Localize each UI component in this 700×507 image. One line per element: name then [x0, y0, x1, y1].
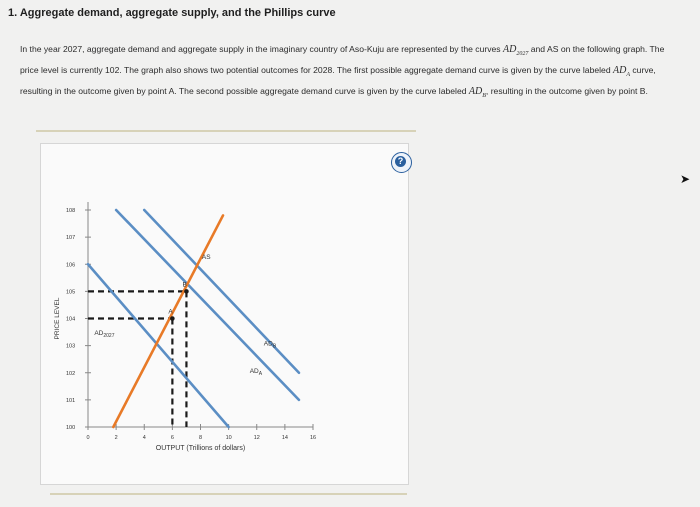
- curve-label-ad2027: $AD_{2027}$: [94, 329, 115, 339]
- y-tick-label: 100: [66, 425, 76, 431]
- y-tick-label: 106: [66, 262, 76, 269]
- y-tick-label: 101: [66, 397, 76, 404]
- bottom-divider: [50, 493, 407, 495]
- adb-term: $AD_B$: [468, 85, 486, 99]
- x-tick-label: 12: [253, 435, 260, 441]
- x-tick-label: 8: [198, 435, 203, 441]
- x-axis-label: OUTPUT (Trillions of dollars): [155, 445, 246, 452]
- curve-label-adb: $AD_B$: [263, 340, 277, 350]
- desc-part-3: curve, resulting in the outcome given by point A. The second possible aggregate demand curve is given by the curve labeled: [20, 64, 656, 96]
- curve-label-ada: $AD_A$: [249, 367, 263, 377]
- curve-label-as: AS: [201, 253, 211, 261]
- top-divider: [36, 130, 416, 132]
- mouse-cursor-icon: ➤: [680, 172, 691, 186]
- point-a: [170, 316, 175, 321]
- y-tick-label: 103: [66, 343, 76, 350]
- point-b: [184, 289, 189, 294]
- graph-panel[interactable]: [40, 143, 409, 485]
- y-tick-label: 108: [66, 208, 76, 214]
- ada-term: $AD_A$: [612, 64, 630, 78]
- x-tick-label: 2: [114, 435, 118, 441]
- curve-as: [113, 215, 223, 427]
- x-tick-label: 14: [281, 435, 288, 441]
- y-tick-label: 102: [66, 370, 76, 377]
- page-title: 1. Aggregate demand, aggregate supply, and the Phillips curve: [8, 7, 336, 19]
- x-tick-label: 4: [142, 435, 146, 441]
- help-icon: ?: [395, 156, 406, 167]
- desc-part-1: In the year 2027, aggregate demand and aggregate supply in the imaginary country of Aso-Kuju are represented by the curves: [20, 44, 503, 54]
- x-tick-label: 16: [309, 435, 317, 441]
- x-tick-label: 6: [170, 435, 174, 441]
- y-axis-label: PRICE LEVEL: [54, 297, 61, 340]
- curve-ad2027: [88, 264, 229, 427]
- x-tick-label: 0: [86, 435, 90, 441]
- desc-part-4: , resulting in the outcome given by point B.: [485, 85, 648, 96]
- help-button[interactable]: [391, 152, 412, 173]
- y-tick-label: 104: [66, 316, 76, 323]
- y-tick-label: 107: [66, 235, 76, 242]
- point-label-b: B: [182, 281, 187, 289]
- y-tick-label: 105: [66, 289, 76, 296]
- point-label-a: A: [168, 308, 173, 316]
- problem-description: [20, 42, 680, 104]
- ad-as-chart[interactable]: [41, 144, 408, 484]
- desc-part-2: and AS on the following graph. The price level is currently 102. The graph also shows two potential outcomes for 2028. The first possible aggregate demand curve is given by the curve labeled: [20, 44, 665, 75]
- ad2027-term: $AD_{2027}$: [503, 44, 529, 57]
- x-tick-label: 10: [225, 435, 232, 441]
